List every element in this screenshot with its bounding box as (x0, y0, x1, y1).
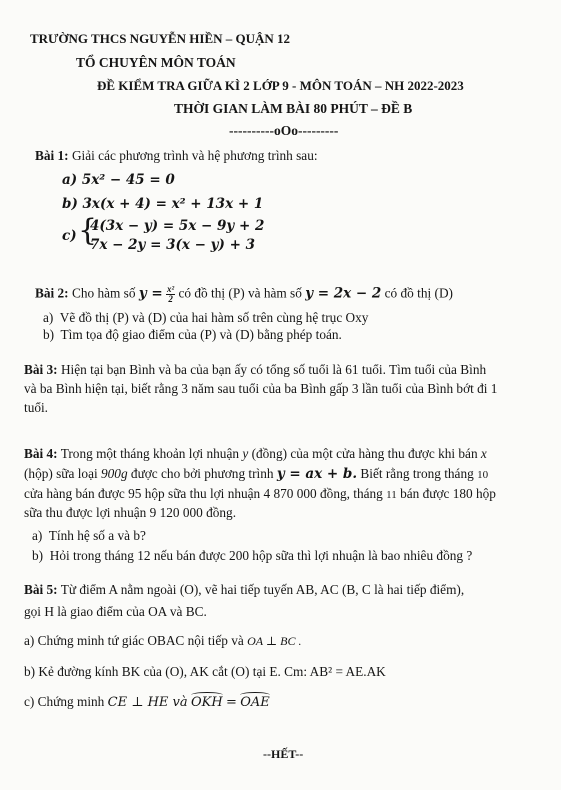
bai5-arc-oae: OAE (240, 695, 270, 710)
bai5-item-c (24, 694, 270, 710)
exam-title: ĐỀ KIỂM TRA GIỮA KÌ 2 LỚP 9 - MÔN TOÁN – NH 2022-2023 (97, 78, 464, 93)
bai4-b-label: b) (32, 548, 44, 563)
bai4-a-label: a) (32, 528, 43, 543)
bai4-text-1a: Trong một tháng khoản lợi nhuận (60, 446, 240, 461)
bai1-label: Bài 1: (35, 148, 69, 163)
bai2-intro-line (35, 285, 453, 304)
bai1-a-equation: 5x² − 45 = 0 (81, 172, 175, 188)
bai2-item-b (43, 327, 342, 343)
bai4-a-text: Tính hệ số a và b? (48, 528, 146, 543)
bai4-item-b (32, 548, 472, 564)
bai5-text-2: gọi H là giao điểm của OA và BC. (24, 604, 207, 619)
bai5-arc-okh: OKH (190, 695, 223, 710)
bai4-line-3 (24, 486, 496, 502)
bai1-intro: Giải các phương trình và hệ phương trình sau: (71, 148, 318, 163)
bai4-text-2b: được cho bởi phương trình (130, 466, 274, 481)
department-name: TỔ CHUYÊN MÔN TOÁN (76, 55, 236, 70)
end-marker: --HẾT-- (263, 747, 304, 761)
bai2-p-lhs: y = (138, 285, 163, 302)
bai5-a-text: a) Chứng minh tứ giác OBAC nội tiếp và (24, 633, 244, 648)
bai5-c-text: c) Chứng minh (24, 694, 105, 709)
bai2-p-fraction (166, 285, 175, 304)
bai2-label: Bài 2: (35, 285, 69, 301)
bai4-b-text: Hỏi trong tháng 12 nếu bán được 200 hộp sữa thì lợi nhuận là bao nhiêu đồng ? (49, 548, 473, 563)
bai2-b-label: b) (43, 327, 55, 342)
bai1-intro-line (35, 148, 318, 164)
bai1-c-equation-1: 4(3x − y) = 5x − 9y + 2 (90, 218, 265, 234)
bai2-text-3: có đồ thị (D) (384, 285, 453, 301)
bai4-var-x: x (480, 446, 487, 461)
bai5-a-math: OA ⊥ BC . (247, 634, 302, 648)
bai2-d-equation: y = 2x − 2 (305, 285, 382, 302)
bai2-a-text: Vẽ đồ thị (P) và (D) của hai hàm số trên cùng hệ trục Oxy (59, 310, 369, 325)
bai4-text-3a: cửa hàng bán được 95 hộp sữa thu lợi nhuận 4 870 000 đồng, tháng (24, 486, 383, 501)
bai5-text-1: Từ điểm A nằm ngoài (O), vẽ hai tiếp tuyến AB, AC (B, C là hai tiếp điểm), (60, 582, 465, 597)
bai4-text-3b: bán được 180 hộp (400, 486, 496, 501)
bai1-b-label: b) (62, 196, 78, 212)
system-brace: { (78, 213, 98, 248)
bai5-equals: = (226, 695, 237, 710)
bai4-text-2a: (hộp) sữa loại (24, 466, 98, 481)
bai1-item-b (62, 196, 263, 212)
bai2-item-a (43, 310, 368, 326)
bai4-month-10: 10 (477, 469, 489, 481)
bai4-text-2c: Biết rằng trong tháng (360, 466, 474, 481)
bai5-b-text: b) Kẻ đường kính BK của (O), AK cắt (O) tại E. Cm: AB² = AE.AK (24, 664, 386, 679)
bai1-c-label: c) (62, 228, 77, 244)
bai5-line-1 (24, 582, 464, 598)
bai2-a-label: a) (43, 310, 54, 325)
school-name: TRƯỜNG THCS NGUYỄN HIỀN – QUẬN 12 (30, 31, 291, 46)
bai4-month-11: 11 (386, 489, 397, 501)
bai4-text-4: sữa thu được lợi nhuận 9 120 000 đồng. (24, 505, 237, 520)
bai1-item-a (62, 172, 175, 188)
bai5-c-math: CE ⊥ HE và (107, 695, 188, 710)
bai2-text-1: Cho hàm số (71, 285, 136, 301)
bai3-text-2: và ba Bình hiện tại, biết rằng 3 năm sau tuổi của ba Bình gấp 3 lần tuổi của Bình bớt đi 1 (24, 381, 498, 396)
bai2-p-denominator: 2 (168, 294, 173, 304)
bai3-line-1 (24, 362, 486, 378)
bai3-text-1: Hiện tại bạn Bình và ba của bạn ấy có tổng số tuổi là 61 tuổi. Tìm tuổi của Bình (60, 362, 487, 377)
bai1-c-equation-2: 7x − 2y = 3(x − y) + 3 (90, 237, 255, 253)
bai3-text-3: tuổi. (24, 400, 49, 415)
bai2-text-2: có đồ thị (P) và hàm số (178, 285, 302, 301)
exam-duration: THỜI GIAN LÀM BÀI 80 PHÚT – ĐỀ B (174, 101, 413, 116)
header-separator: ----------oOo--------- (229, 123, 339, 138)
bai4-var-y: y (242, 446, 249, 461)
bai4-label: Bài 4: (24, 446, 58, 461)
bai4-equation: y = ax + b. (276, 466, 358, 482)
bai2-b-text: Tìm tọa độ giao điểm của (P) và (D) bằng phép toán. (60, 327, 342, 342)
bai3-label: Bài 3: (24, 362, 58, 377)
bai4-text-1b: (đồng) của một cửa hàng thu được khi bán (251, 446, 478, 461)
bai4-mass: 900g (101, 466, 128, 481)
bai1-a-label: a) (62, 172, 78, 188)
bai4-line-1 (24, 446, 487, 462)
bai4-item-a (32, 528, 146, 544)
bai5-label: Bài 5: (24, 582, 58, 597)
bai1-b-equation: 3x(x + 4) = x² + 13x + 1 (82, 196, 264, 212)
bai5-item-a (24, 633, 301, 649)
bai4-line-2 (24, 466, 488, 482)
bai2-p-numerator: x² (167, 284, 175, 294)
